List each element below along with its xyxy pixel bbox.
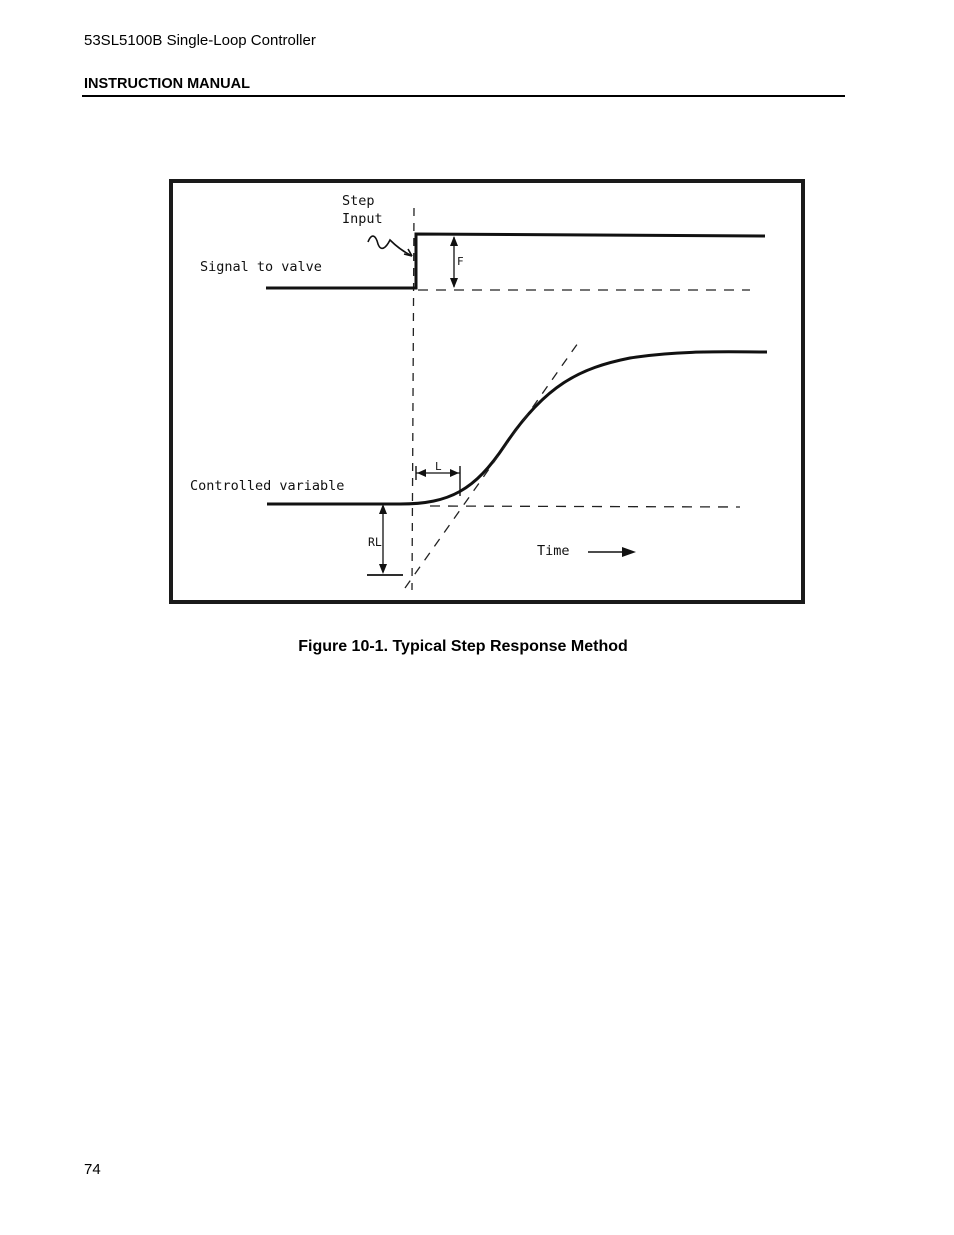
rl-label: RL bbox=[368, 535, 382, 549]
l-arrow-right bbox=[450, 469, 459, 477]
f-label: F bbox=[457, 255, 464, 268]
l-arrow-left bbox=[417, 469, 426, 477]
controlled-baseline-dashed bbox=[430, 506, 740, 507]
step-input-label-line1: Step bbox=[342, 193, 375, 209]
step-time-dashed-line bbox=[412, 208, 414, 590]
step-input-label-line2: Input bbox=[342, 211, 383, 227]
time-arrowhead bbox=[622, 547, 636, 557]
l-label: L bbox=[435, 460, 442, 473]
figure-caption: Figure 10-1. Typical Step Response Method bbox=[298, 638, 628, 655]
rl-arrow-down bbox=[379, 564, 387, 574]
header-rule bbox=[82, 95, 845, 97]
step-response-figure bbox=[160, 160, 850, 620]
signal-to-valve-label: Signal to valve bbox=[200, 259, 322, 275]
step-input-pointer bbox=[368, 236, 412, 256]
page-number: 74 bbox=[84, 1161, 101, 1178]
time-label: Time bbox=[537, 543, 570, 559]
f-arrow-down bbox=[450, 278, 458, 288]
valve-signal-line bbox=[266, 234, 765, 288]
step-response-diagram bbox=[160, 160, 850, 620]
f-arrow-up bbox=[450, 236, 458, 246]
controlled-variable-label: Controlled variable bbox=[190, 478, 345, 494]
figure-frame bbox=[171, 181, 803, 602]
document-title: 53SL5100B Single-Loop Controller bbox=[84, 32, 316, 49]
section-heading: INSTRUCTION MANUAL bbox=[84, 76, 250, 92]
